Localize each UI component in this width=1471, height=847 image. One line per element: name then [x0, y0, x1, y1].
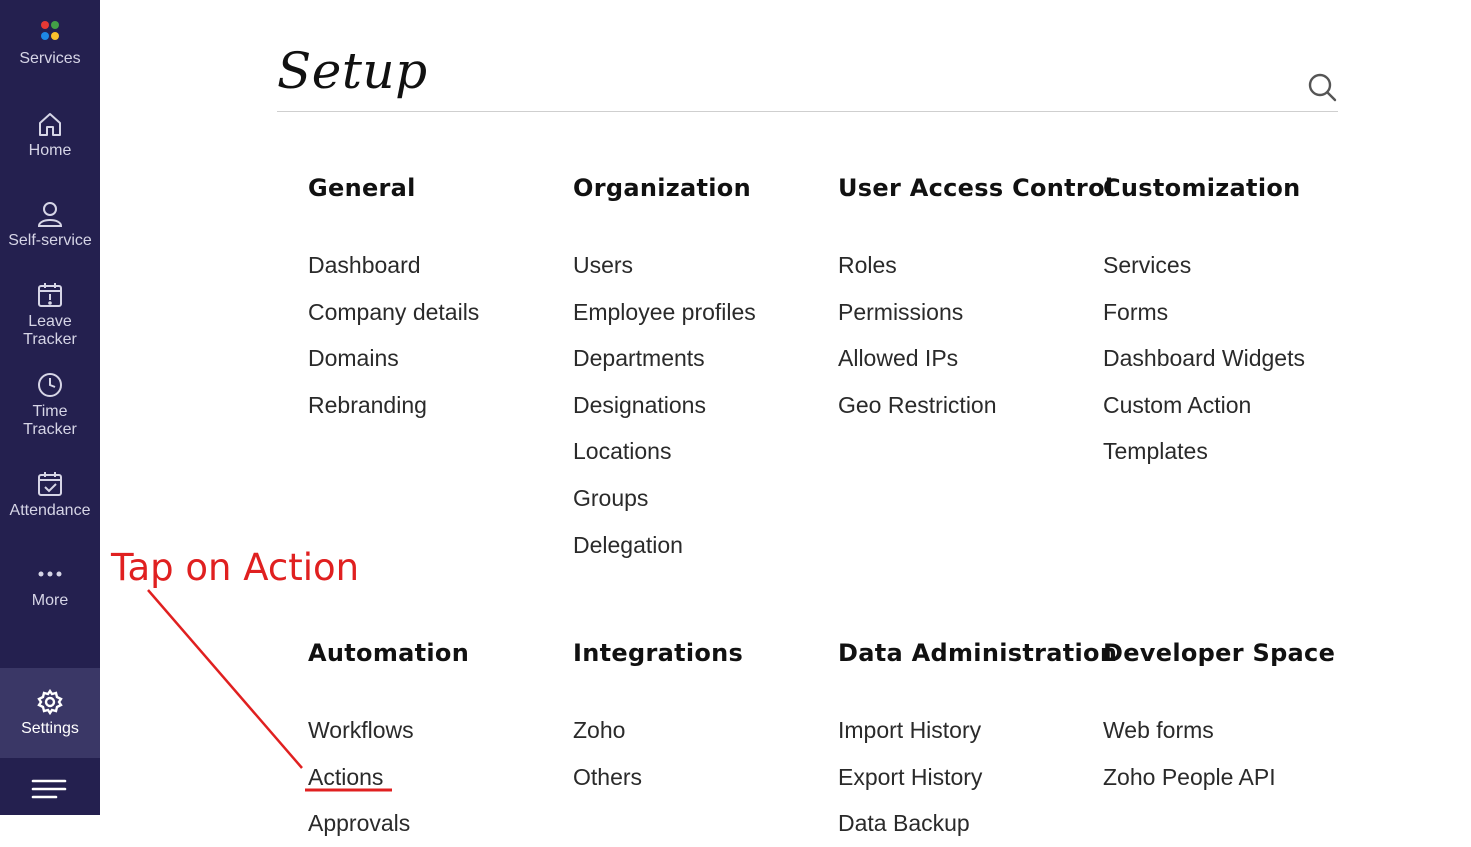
section-user-access-control	[838, 172, 1114, 428]
link-custom-action[interactable]: Custom Action	[1103, 391, 1252, 418]
sidebar-item-label: Settings	[21, 720, 79, 737]
home-icon	[36, 110, 64, 138]
link-employee-profiles[interactable]: Employee profiles	[573, 298, 756, 325]
more-dots-icon	[36, 560, 64, 588]
link-web-forms[interactable]: Web forms	[1103, 717, 1214, 743]
section-organization	[573, 172, 838, 568]
link-forms[interactable]: Forms	[1103, 298, 1169, 325]
link-domains[interactable]: Domains	[308, 345, 399, 372]
link-allowed-ips[interactable]: Allowed IPs	[838, 345, 959, 372]
link-actions[interactable]: Actions	[308, 763, 384, 790]
link-import-history[interactable]: Import History	[838, 717, 982, 743]
sidebar-item-attendance[interactable]	[0, 470, 100, 520]
hamburger-icon	[0, 760, 100, 815]
link-permissions[interactable]: Permissions	[838, 298, 964, 325]
link-designations[interactable]: Designations	[573, 391, 706, 418]
link-data-backup[interactable]: Data Backup	[838, 810, 970, 837]
search-icon[interactable]	[1305, 70, 1339, 104]
sidebar-item-services[interactable]	[0, 18, 100, 68]
sidebar-item-label: Self-service	[8, 232, 92, 249]
sidebar-item-label: Time Tracker	[23, 403, 77, 438]
link-zoho-people-api[interactable]: Zoho People API	[1103, 763, 1276, 790]
section-data-administration	[838, 637, 1118, 847]
gear-icon	[36, 688, 64, 716]
menu-toggle-button[interactable]	[0, 760, 100, 815]
user-icon	[36, 200, 64, 228]
section-title: User Access Control	[838, 174, 1114, 202]
tutorial-annotation-text: Tap on Action	[111, 546, 360, 589]
link-templates[interactable]: Templates	[1103, 438, 1208, 465]
section-links	[573, 707, 838, 800]
section-title: Automation	[308, 639, 470, 667]
section-title: Organization	[573, 174, 751, 202]
section-links	[838, 242, 1103, 428]
sidebar-item-leave-tracker[interactable]	[0, 281, 100, 349]
sidebar-item-home[interactable]	[0, 110, 100, 160]
sidebar-item-label: Attendance	[9, 502, 91, 519]
section-links	[573, 242, 838, 568]
section-title: Customization	[1103, 174, 1301, 202]
link-export-history[interactable]: Export History	[838, 763, 983, 790]
section-title: General	[308, 174, 416, 202]
section-title: Developer Space	[1103, 639, 1336, 667]
link-departments[interactable]: Departments	[573, 345, 705, 372]
link-delegation[interactable]: Delegation	[573, 531, 683, 558]
link-services[interactable]: Services	[1103, 252, 1192, 278]
section-links	[1103, 242, 1368, 475]
sidebar-item-label: Leave Tracker	[23, 313, 77, 348]
section-links	[1103, 707, 1368, 800]
link-locations[interactable]: Locations	[573, 438, 672, 465]
section-developer-space	[1103, 637, 1368, 800]
section-title: Data Administration	[838, 639, 1118, 667]
link-zoho[interactable]: Zoho	[573, 717, 626, 743]
section-links	[308, 242, 573, 428]
calendar-check-icon	[36, 470, 64, 498]
link-dashboard[interactable]: Dashboard	[308, 252, 421, 278]
section-links	[838, 707, 1103, 847]
link-geo-restriction[interactable]: Geo Restriction	[838, 391, 997, 418]
title-divider	[277, 111, 1338, 112]
sidebar	[0, 0, 100, 815]
link-groups[interactable]: Groups	[573, 484, 649, 511]
sidebar-item-label: Services	[19, 50, 81, 67]
link-roles[interactable]: Roles	[838, 252, 897, 278]
link-dashboard-widgets[interactable]: Dashboard Widgets	[1103, 345, 1305, 372]
link-approvals[interactable]: Approvals	[308, 810, 411, 837]
section-integrations	[573, 637, 838, 800]
link-workflows[interactable]: Workflows	[308, 717, 414, 743]
section-general	[308, 172, 573, 428]
link-others[interactable]: Others	[573, 763, 643, 790]
clock-icon	[36, 371, 64, 399]
section-links	[308, 707, 573, 847]
sidebar-item-more[interactable]	[0, 560, 100, 610]
sidebar-item-time-tracker[interactable]	[0, 371, 100, 439]
sidebar-item-settings[interactable]	[0, 668, 100, 758]
section-title: Integrations	[573, 639, 744, 667]
page-title: Setup	[277, 42, 428, 100]
sidebar-item-label: More	[31, 592, 69, 609]
link-rebranding[interactable]: Rebranding	[308, 391, 427, 418]
link-company-details[interactable]: Company details	[308, 298, 480, 325]
sidebar-item-label: Home	[28, 142, 72, 159]
sidebar-item-self-service[interactable]	[0, 200, 100, 250]
link-users[interactable]: Users	[573, 252, 634, 278]
services-dots-icon	[36, 18, 64, 44]
section-automation	[308, 637, 573, 847]
calendar-alert-icon	[36, 281, 64, 309]
section-customization	[1103, 172, 1368, 475]
